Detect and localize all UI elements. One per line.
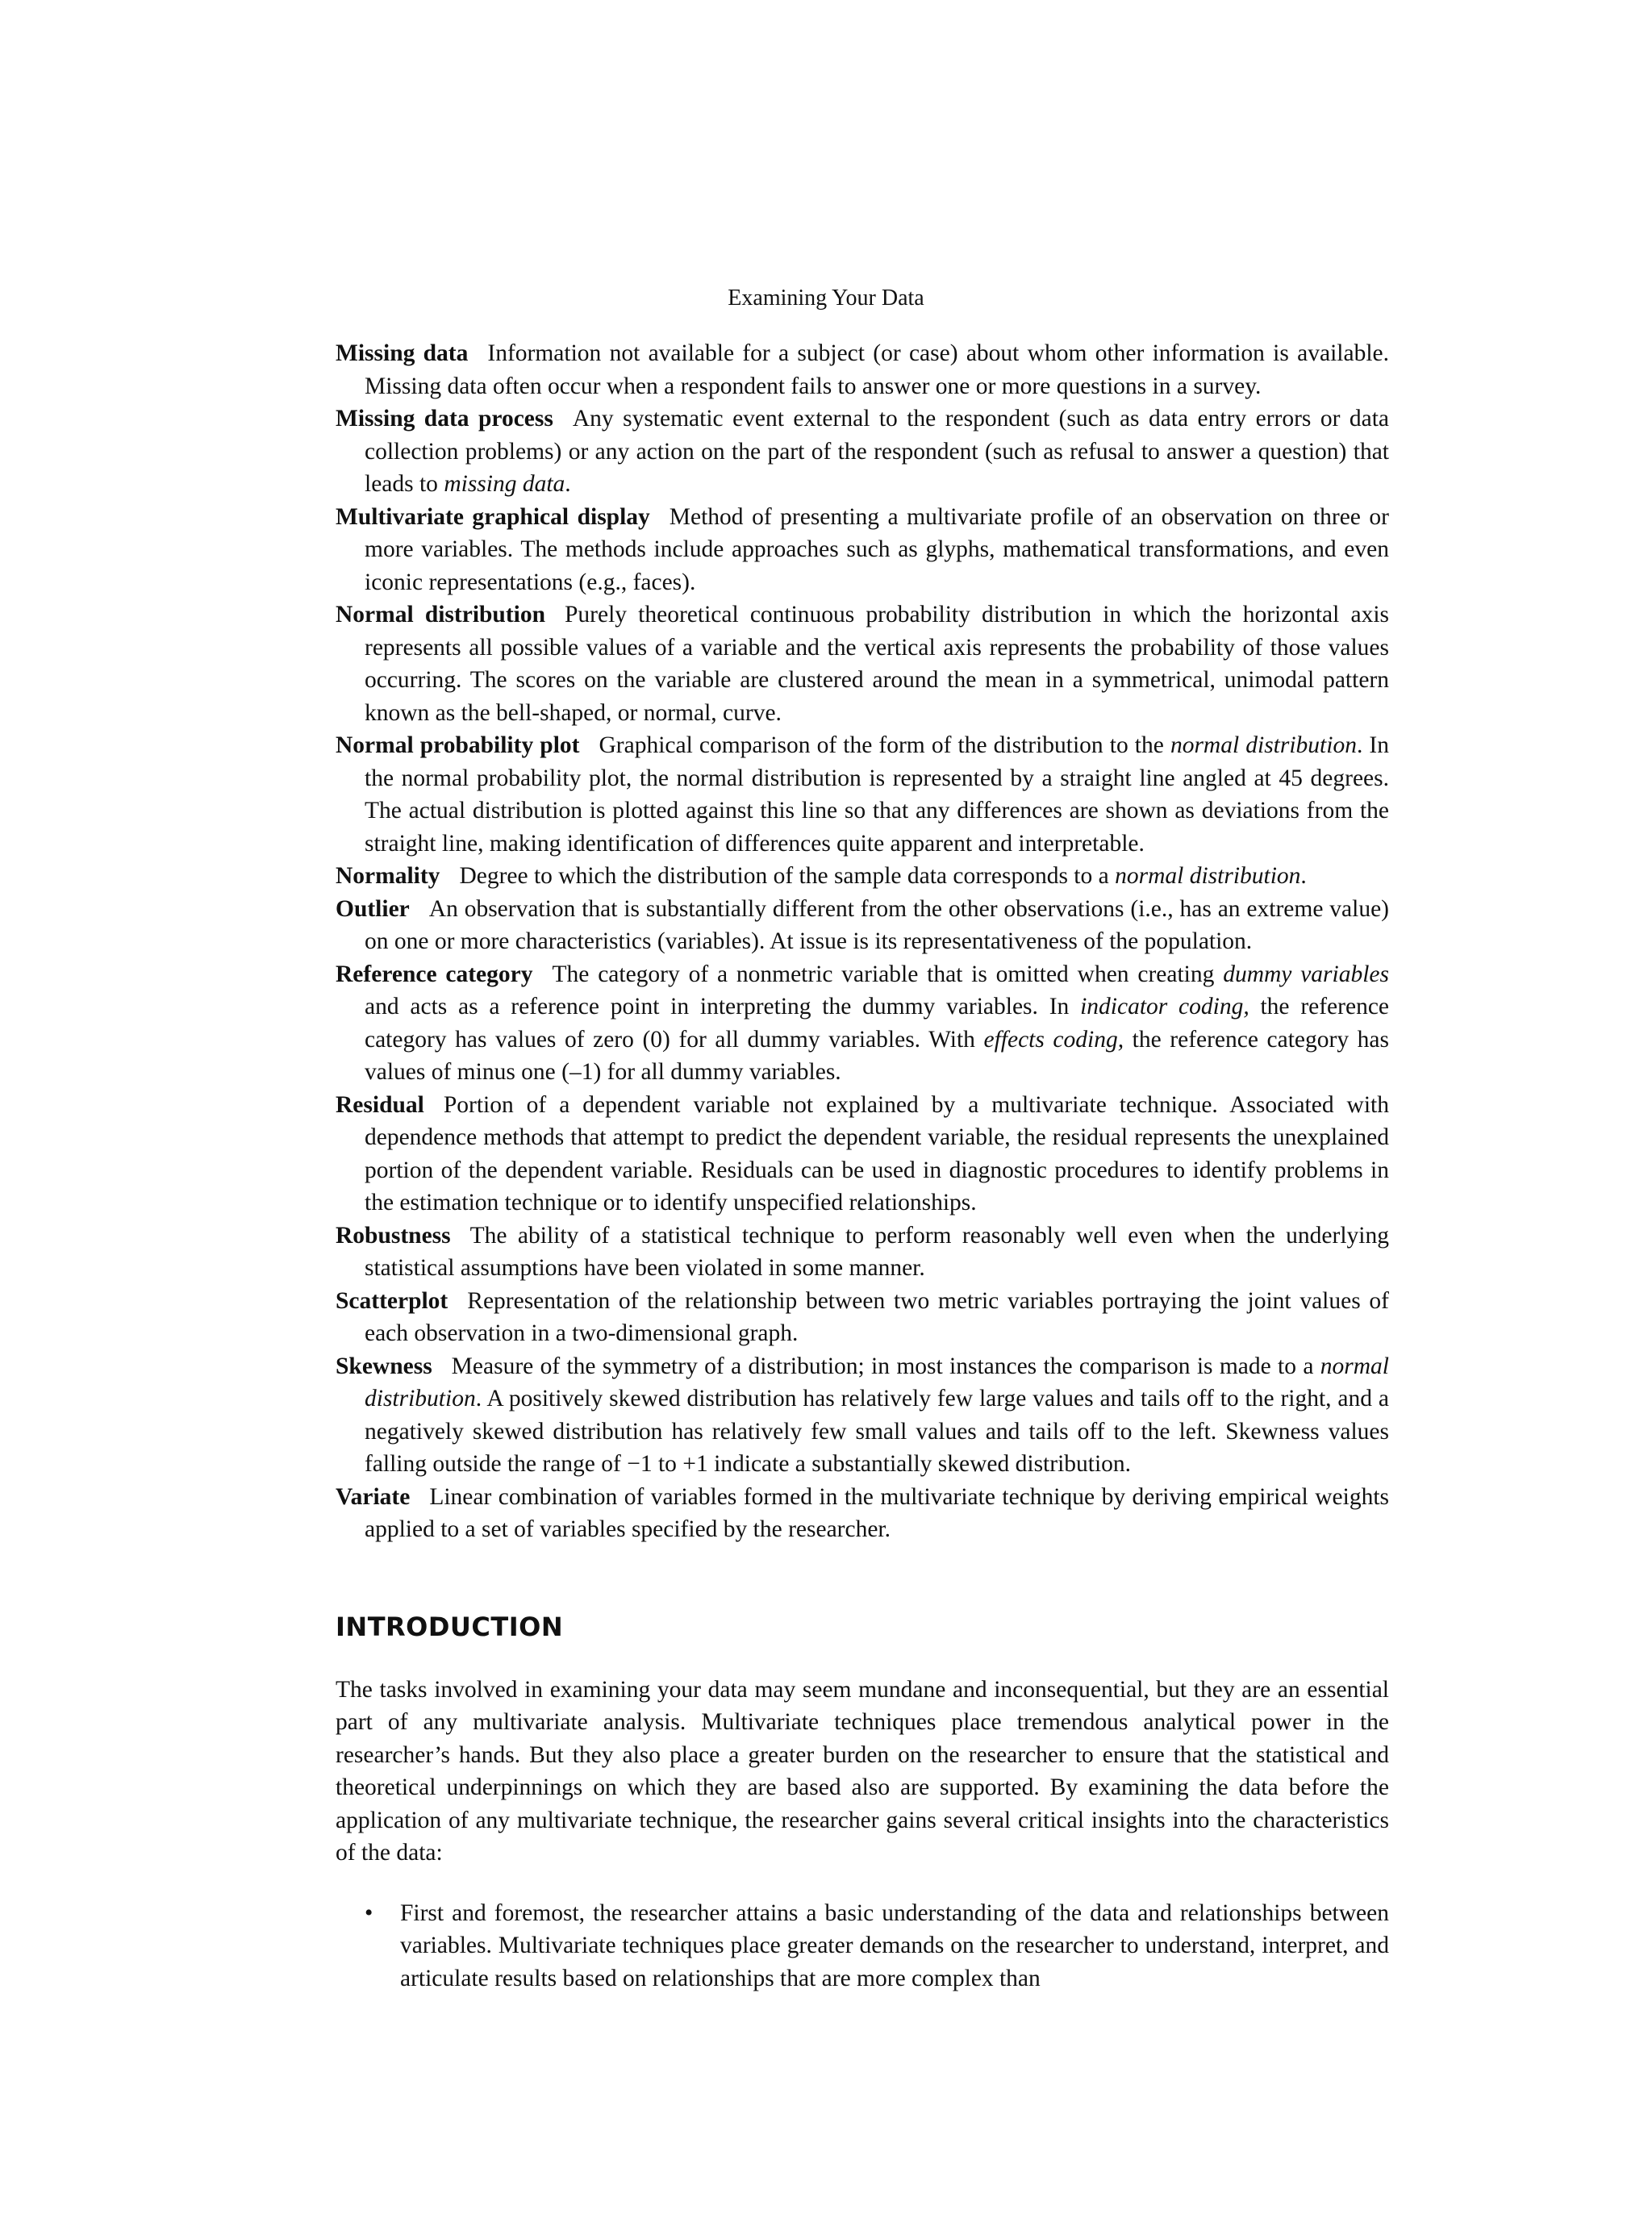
glossary-definition-text: Portion of a dependent variable not explained by a multivariate technique. Associated with dependence methods that attempt to predict the dependent variable, the residual represents the unexplained portion of the dependent variable. Residuals can be used in diagnostic procedures to identify problems in the estimation technique or to identify unspecified relationships. <box>365 1091 1389 1215</box>
bullet-text: First and foremost, the researcher attains a basic understanding of the data and relationships between variables. Multivariate techniques place greater demands on the researcher to understand, interpret, and articulate results based on relationships that are more complex than <box>400 1899 1389 1991</box>
glossary-entry <box>336 729 1389 860</box>
glossary-definition-text: the reference category has values of zero (0) for all dummy variables. With <box>365 994 1390 1053</box>
glossary-definition-text: . <box>1300 863 1307 889</box>
glossary-list <box>336 337 1389 1546</box>
glossary-definition-text: . In the normal probability plot, the normal distribution is represented by a straight line angled at 45 degrees. The actual distribution is plotted against this line so that any differences are shown as deviations from the straight line, making identification of differences quite apparent and interpretable. <box>365 732 1389 857</box>
glossary-term: Normal distribution <box>336 602 546 628</box>
glossary-entry <box>336 1350 1389 1481</box>
glossary-entry <box>336 402 1389 501</box>
glossary-definition-text: Information not available for a subject (or case) about whom other information is available. Missing data often occur when a respondent fails to answer one or more questions in a survey. <box>365 340 1389 399</box>
glossary-term: Normal probability plot <box>336 732 580 758</box>
glossary-term: Missing data process <box>336 406 553 432</box>
glossary-term: Missing data <box>336 340 469 366</box>
glossary-cross-reference: normal distribution <box>365 1353 1389 1411</box>
bullet-item <box>336 1897 1389 1995</box>
glossary-entry <box>336 958 1389 1089</box>
glossary-definition-text: The ability of a statistical technique to perform reasonably well even when the underlying statistical assumptions have been violated in some manner. <box>365 1222 1389 1281</box>
glossary-term: Variate <box>336 1483 411 1510</box>
glossary-term: Multivariate graphical display <box>336 503 650 530</box>
glossary-definition-text: . A positively skewed distribution has relatively few large values and tails off to the right, and a negatively skewed distribution has relatively few small values and tails off to the left. Skewness values falling outside the range of −1 to +1 indicate a substantially skewed distribution. <box>365 1386 1389 1477</box>
glossary-entry <box>336 337 1389 402</box>
glossary-definition-text: Method of presenting a multivariate profile of an observation on three or more variables. The methods include approaches such as glyphs, mathematical transformations, and even iconic representations (e.g., faces). <box>365 503 1389 595</box>
glossary-term: Residual <box>336 1091 424 1118</box>
glossary-entry <box>336 598 1389 729</box>
introduction-paragraph: The tasks involved in examining your data may seem mundane and inconsequential, but they are an essential part of any multivariate analysis. Multivariate techniques place tremendous analytical power in the researcher’s hands. But they also place a greater burden on the researcher to ensure that the statistical and theoretical underpinnings on which they are based also are supported. By examining the data before the application of any multivariate technique, the researcher gains several critical insights into the characteristics of the data: <box>336 1676 1389 1866</box>
glossary-cross-reference: dummy variables <box>1223 961 1390 987</box>
running-head: Examining Your Data <box>728 286 924 311</box>
section-heading-introduction: INTRODUCTION <box>336 1611 564 1642</box>
glossary-entry <box>336 1089 1389 1220</box>
glossary-definition-text: Purely theoretical continuous probability distribution in which the horizontal axis represents all possible values of a variable and the vertical axis represents the probability of those values occurring. The scores on the variable are clustered around the mean in a symmetrical, unimodal pattern known as the bell-shaped, or normal, curve. <box>365 602 1390 726</box>
glossary-definition-text: Linear combination of variables formed in the multivariate technique by deriving empirical weights applied to a set of variables specified by the researcher. <box>365 1483 1389 1542</box>
glossary-entry <box>336 501 1389 599</box>
glossary-term: Skewness <box>336 1353 432 1379</box>
glossary-cross-reference: effects coding, <box>983 1026 1124 1053</box>
glossary-definition-text: The category of a nonmetric variable that is omitted when creating <box>552 961 1224 987</box>
glossary-cross-reference: normal distribution <box>1170 732 1357 758</box>
glossary-definition-text: Any systematic event external to the respondent (such as data entry errors or data collection problems) or any action on the part of the respondent (such as refusal to answer a question) that leads to <box>365 406 1389 497</box>
bullet-dot-icon: • <box>365 1899 373 1926</box>
bullet-list <box>336 1897 1389 1995</box>
glossary-definition-text: Degree to which the distribution of the sample data corresponds to a <box>459 863 1116 889</box>
glossary-cross-reference: normal distribution <box>1115 863 1301 889</box>
glossary-entry <box>336 893 1389 958</box>
glossary-term: Reference category <box>336 961 533 987</box>
glossary-term: Normality <box>336 863 440 889</box>
glossary-term: Scatterplot <box>336 1287 448 1314</box>
glossary-definition-text: Measure of the symmetry of a distribution; in most instances the comparison is made to a <box>451 1353 1320 1379</box>
glossary-definition-text: Representation of the relationship between two metric variables portraying the joint values of each observation in a two-dimensional graph. <box>365 1287 1389 1346</box>
glossary-entry <box>336 1220 1389 1285</box>
glossary-term: Robustness <box>336 1222 451 1249</box>
glossary-term: Outlier <box>336 895 410 922</box>
glossary-cross-reference: indicator coding, <box>1080 994 1249 1020</box>
glossary-entry <box>336 1481 1389 1546</box>
glossary-entry <box>336 1285 1389 1350</box>
glossary-definition-text: . <box>565 471 571 497</box>
glossary-definition-text: the reference category has values of minus one (–1) for all dummy variables. <box>365 1026 1389 1085</box>
glossary-definition-text: An observation that is substantially different from the other observations (i.e., has an extreme value) on one or more characteristics (variables). At issue is its representativeness of the population. <box>365 895 1389 954</box>
glossary-entry <box>336 860 1389 893</box>
glossary-definition-text: and acts as a reference point in interpreting the dummy variables. In <box>365 994 1081 1020</box>
glossary-cross-reference: missing data <box>444 471 565 497</box>
glossary-definition-text: Graphical comparison of the form of the distribution to the <box>599 732 1170 758</box>
page-content <box>336 337 1389 1995</box>
